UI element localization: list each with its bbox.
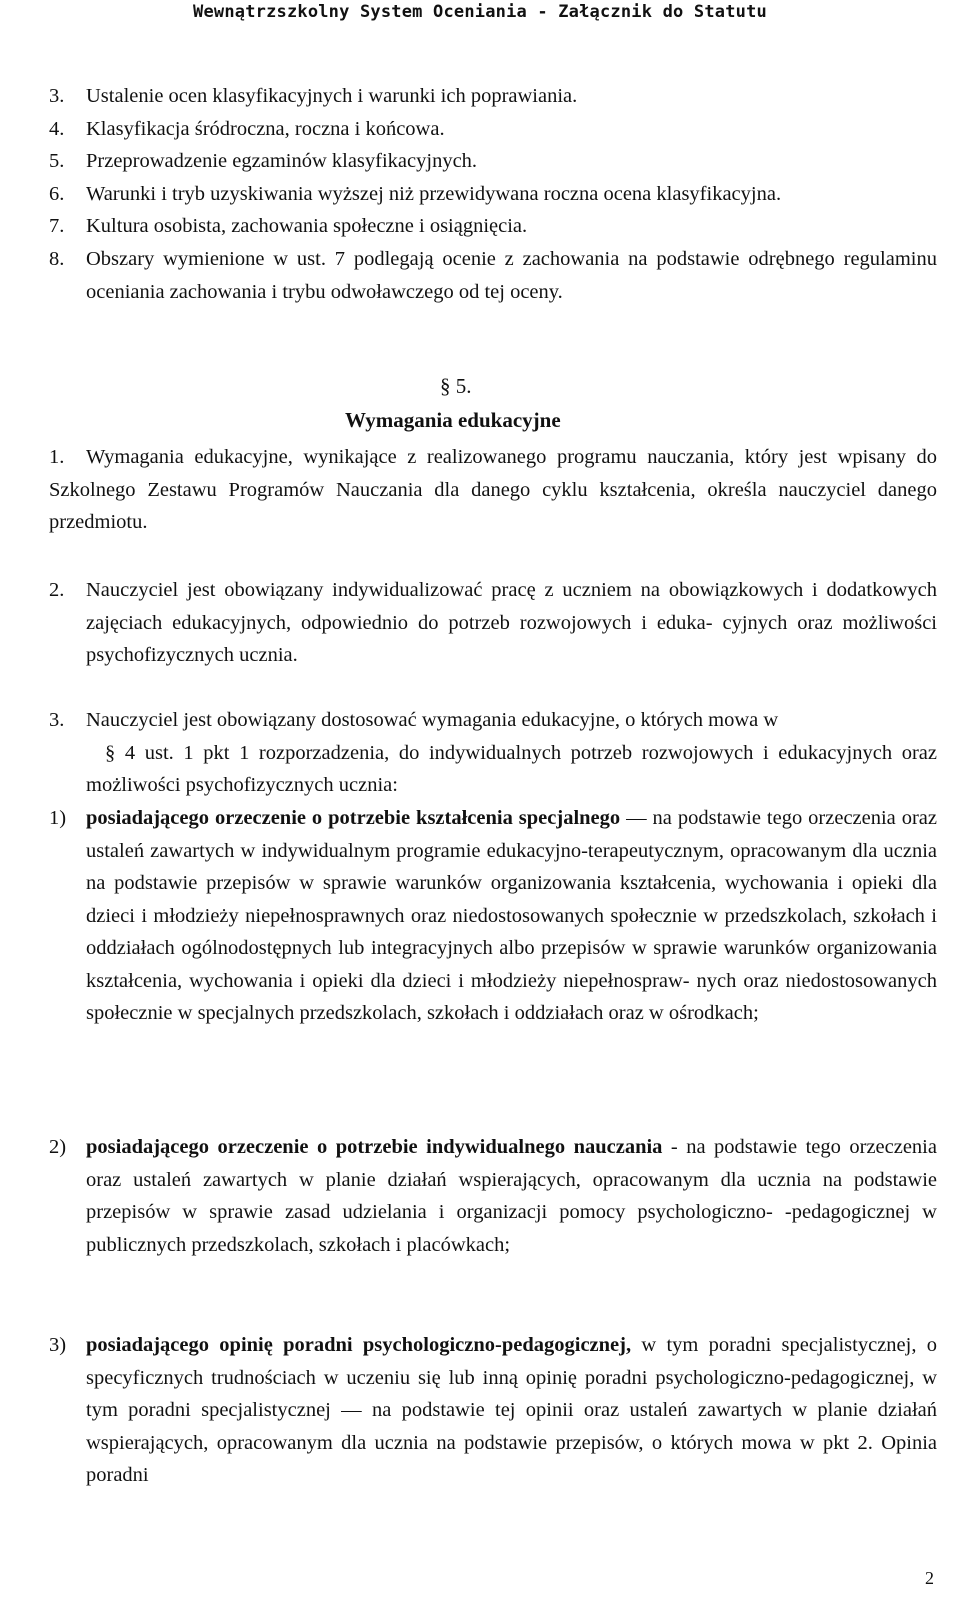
list-item-text: Warunki i tryb uzyskiwania wyższej niż przewidywana roczna ocena klasyfikacyjna. [86,183,782,205]
list-item [49,80,937,113]
page-number: 2 [925,1568,934,1588]
list-item-text: Klasyfikacja śródroczna, roczna i końcowa. [86,118,445,140]
paragraph [49,574,937,672]
section-title: Wymagania edukacyjne [345,408,561,432]
list-item-text: Kultura osobista, zachowania społeczne i osiągnięcia. [86,215,528,237]
running-header: Wewnątrzszkolny System Oceniania - Załącznik do Statutu [193,2,767,22]
list-item-text: Przeprowadzenie egzaminów klasyfikacyjnych. [86,150,478,172]
paragraph-text-rest: § 4 ust. 1 pkt 1 rozporzadzenia, do indywidualnych potrzeb rozwojowych i edukacyjnych oraz możliwości psychofizycznych ucznia: [86,741,937,796]
paragraph [49,441,937,539]
list-item [49,178,937,211]
point-number: 3) [49,1334,67,1356]
list-point [49,802,937,1030]
point-text: w tym poradni specjalistycznej, o specyficznych trudnościach w uczeniu się lub inną opinię poradni psychologiczno-pedagogicznej, w tym poradni specjalistycznej — na podstawie tej opinii oraz ustaleń zawartych w planie działań wspierających, opracowanym dla ucznia na podstawie przepisów, o których mowa w pkt 2. Opinia poradni [86,1334,937,1486]
point-text: — na podstawie tego orzeczenia oraz ustaleń zawartych w indywidualnym programie edukacyjno-terapeutycznym, opracowanym dla ucznia na podstawie przepisów w sprawie warunków organizowania kształcenia, wychowania i opieki dla dzieci i młodzieży niepełnosprawnych oraz niedostosowanych społecznie w przedszkolach, szkołach i oddziałach ogólnodostępnych lub integracyjnych albo przepisów w sprawie warunków organizowania kształcenia, wychowania i opieki dla dzieci i młodzieży niepełnospraw- nych oraz niedostosowanych społecznie w specjalnych przedszkolach, szkołach i oddziałach oraz w ośrodkach; [86,807,938,1024]
list-item [49,113,937,146]
paragraph-text: Nauczyciel jest obowiązany indywidualizować pracę z uczniem na obowiązkowych i dodatkowych zajęciach edukacyjnych, odpowiednio do potrzeb rozwojowych i eduka- cyjnych oraz możliwości psychofizycznych ucznia. [86,579,937,666]
list-item-number: 3. [49,85,65,107]
point-bold-text: posiadającego opinię poradni psychologiczno-pedagogicznej, [86,1334,632,1356]
paragraph-text-line1: Nauczyciel jest obowiązany dostosować wymagania edukacyjne, o których mowa w [86,709,779,731]
list-item-number: 6. [49,183,65,205]
list-item-text: Obszary wymienione w ust. 7 podlegają ocenie z zachowania na podstawie odrębnego regulaminu oceniania zachowania i trybu odwoławczego od tej oceny. [86,248,937,303]
list-item-number: 5. [49,150,65,172]
paragraph-number: 1. [49,446,65,468]
paragraph-number: 3. [49,709,65,731]
list-item [49,210,937,243]
list-item-text: Ustalenie ocen klasyfikacyjnych i warunki ich poprawiania. [86,85,578,107]
list-point [49,1329,937,1492]
point-number: 1) [49,807,67,829]
point-number: 2) [49,1136,67,1158]
list-point [49,1131,937,1261]
point-text: - na podstawie tego orzeczenia oraz ustaleń zawartych w planie działań wspierających, opracowanym dla ucznia na podstawie przepisów w sprawie zasad udzielania i organizacji pomocy psychologiczno- -pedagogicznej w publicznych przedszkolach, szkołach i placówkach; [86,1136,937,1256]
section-number: § 5. [440,374,472,398]
point-bold-text: posiadającego orzeczenie o potrzebie kształcenia specjalnego [86,807,621,829]
list-item [49,145,937,178]
paragraph-number: 2. [49,579,65,601]
point-bold-text: posiadającego orzeczenie o potrzebie indywidualnego nauczania [86,1136,663,1158]
paragraph [49,704,937,802]
list-item-number: 4. [49,118,65,140]
paragraph-text: Wymagania edukacyjne, wynikające z realizowanego programu nauczania, który jest wpisany do Szkolnego Zestawu Programów Nauczania dla danego cyklu kształcenia, określa nauczyciel danego przedmiotu. [49,446,937,533]
list-item-number: 7. [49,215,65,237]
list-item [49,243,937,308]
list-item-number: 8. [49,248,65,270]
